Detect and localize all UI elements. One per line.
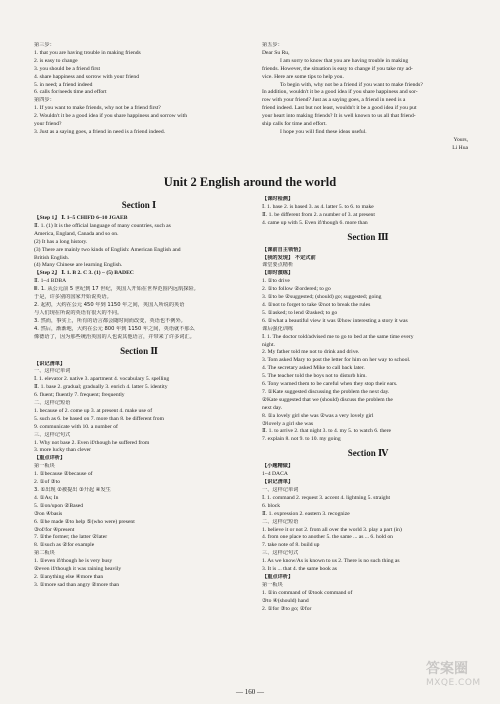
section-1-answers	[34, 215, 244, 342]
answer-line: 三、这样记句式	[262, 550, 299, 557]
letter-line: friends. However, the situation is easy to change if you take my ad-	[262, 65, 413, 72]
section-3-title: Section Ⅲ	[347, 231, 389, 242]
answer-line: 第一板块	[262, 581, 283, 588]
section-3-answers	[262, 247, 474, 445]
answer-line: 9. communicate with 10. a number of	[34, 423, 118, 430]
answer-line: Ⅱ. 1. to arrive 2. that night 3. to 4. my 5. to watch 6. there	[262, 428, 392, 435]
letter-line: In addition, wouldn't it be a good idea if you share happiness and sor-	[262, 89, 418, 96]
answer-line: Ⅰ. 1. command 2. request 3. accent 4. lightning 5. straight	[262, 494, 391, 501]
step3-heading: 第三步：	[34, 42, 55, 48]
answer-line: your friend?	[34, 121, 62, 128]
step5-heading: 第五步：	[262, 42, 283, 48]
unit-title: Unit 2 English around the world	[163, 175, 337, 189]
answer-line: 6. Tony warned them to be careful when they stop their ears.	[262, 381, 398, 388]
answer-line: Ⅱ. 1. expression 2. eastern 3. recognize	[262, 510, 350, 517]
answer-line: 1. because of 2. come up 3. at present 4. make use of	[34, 407, 153, 414]
answer-line: 5. The teacher told the boys not to disturb him.	[262, 373, 367, 380]
section-4-answers	[262, 463, 474, 613]
answer-line: next day.	[262, 404, 283, 411]
answer-line: 3. Tom asked Mary to post the letter for him on her way to school.	[262, 357, 411, 364]
answer-line: 一、这样记单词	[34, 368, 71, 375]
letter-line: To begin with, why not be a friend if you want to make friends?	[280, 81, 423, 88]
answer-line: 2. ①to follow ②ordered; to go	[262, 286, 331, 293]
answer-line: Ⅰ. 1. elevator 2. native 3. apartment 4. vocabulary 5. spelling	[34, 376, 170, 383]
answer-line: 3. It is ... that 4. the same book as	[262, 566, 337, 573]
answer-line: 1~4 DACA	[262, 471, 288, 478]
answer-line: 2. ①for ③to go; ②for	[262, 605, 312, 612]
step3-answers	[34, 50, 244, 97]
answer-line: 4. came up with 5. Even if/though 6. more than	[262, 219, 368, 226]
answer-line: 4. The secretary asked Mike to call back later.	[262, 365, 365, 372]
letter-body	[262, 58, 472, 137]
answer-line: night.	[262, 341, 275, 348]
answer-line: 【课前自主领悟】	[262, 246, 304, 253]
answer-line: 1. believe it or not 2. from all over the world 3. play a part (in)	[262, 526, 402, 533]
answer-line: 【识记清单】	[262, 479, 294, 486]
answer-line: Ⅱ. 1. be different from 2. a number of 3. at present	[262, 211, 375, 218]
answer-line: 【重点详析】	[34, 455, 66, 462]
answer-line: 6. fluent; fluently 7. frequent; frequently	[34, 392, 125, 399]
answer-line: ②Kate suggested that we (should) discuss the problem the	[262, 396, 393, 403]
answer-line: 1. As we know/As is known to us 2. There is no such thing as	[262, 558, 400, 565]
answer-line: 8. ①such as ②for example	[34, 542, 95, 549]
letter-line: vice. Here are some tips to help you.	[262, 73, 344, 80]
watermark-text-top: 答案圈	[426, 661, 468, 677]
answer-line: 2. ①of ③to	[34, 479, 61, 486]
answer-line: Ⅱ. 1. (1) It is the official language of many countries, such as	[34, 222, 171, 229]
answer-line: 5. ①on/upon ②Based	[34, 502, 84, 509]
letter-line: ship calls for time and effort.	[262, 121, 327, 128]
answer-line: 1. ①because ②because of	[34, 471, 93, 478]
answer-line: 【我的发现】 不定式前	[262, 254, 316, 261]
answer-line: ③of/for ④present	[34, 526, 75, 533]
answer-line: British English.	[34, 254, 70, 261]
answer-line: 6. block	[262, 502, 281, 509]
answer-line: 7. ①Kate suggested discussing the problem the next day.	[262, 388, 390, 395]
answer-line: 1. ①to drive	[262, 278, 290, 285]
section-1-title: Section Ⅰ	[121, 200, 157, 210]
answer-line: 4. share happiness and sorrow with your friend	[34, 73, 140, 80]
answer-line: ③to ④(should) hand	[262, 597, 309, 604]
answer-line: 于是，许多别的国家开始说英语。	[34, 294, 112, 301]
section-4-title: Section Ⅳ	[347, 448, 389, 459]
answer-line: 1. Why not base 2. Even if/though he suffered from	[34, 439, 150, 446]
answer-line: 像德语了，因为那些统治英国的人也说其他语言，并带来了许多词汇。	[34, 333, 195, 340]
page-number: — 160 —	[236, 688, 264, 696]
section-2-title: Section Ⅱ	[120, 345, 158, 356]
answer-line: Ⅱ. 1. base 2. gradual; gradually 3. enrich 4. latter 5. identity	[34, 384, 168, 391]
answer-line: 【Step 2】 Ⅰ. 1. B 2. C 3. (1) ~ (5) BADEC	[34, 270, 134, 277]
answer-line: 5. such as 6. be based on 7. more than 8. be different from	[34, 415, 164, 422]
answer-line: 【识记清单】	[34, 360, 66, 367]
answer-line: 3. ①more sad than angry ②more than	[34, 581, 120, 588]
answer-line: 【小题精做】	[262, 463, 294, 470]
answer-line: ②even if/though it was raining heavily	[34, 566, 122, 573]
left-column	[34, 196, 244, 590]
step4-answers	[34, 105, 244, 137]
answer-line: 4. ①not to forget to take ②not to break the rules	[262, 301, 371, 308]
letter-line: friend indeed. Last but not least, wouldn't it be a good idea if you put	[262, 105, 417, 112]
answer-line: 7. explain 8. not 9. to 10. my going	[262, 436, 341, 443]
answer-line: Ⅲ. 1. 从公元前 5 世纪到 17 世纪，英国人开始在世界范围内远航探险。	[34, 286, 199, 293]
letter-line: row with your friend? Just as a saying goes, a friend in need is a	[262, 97, 406, 104]
answer-line: 2. ①anything else ④more than	[34, 573, 104, 580]
answer-line: 4. from one place to another 5. the same ... as ... 6. hold on	[262, 534, 393, 541]
answer-line: 3. ①出现 ②被提出 ③升起 ④发生	[34, 487, 111, 493]
answer-line: ③on ④basis	[34, 510, 63, 517]
answer-line: Ⅱ. 1~4 BDBA	[34, 278, 67, 285]
answer-line: (2) It has a long history.	[34, 238, 88, 245]
answer-line: 7. ①the former; the latter ②later	[34, 534, 108, 541]
answer-line: 【即时演练】	[262, 270, 294, 277]
letter-line: I am sorry to know that you are having trouble in making	[280, 57, 409, 64]
step4-heading: 第四步：	[34, 97, 55, 104]
answer-line: ③lovely a girl she was	[262, 420, 313, 427]
answer-line: 2. 起初，大约在公元 450 年到 1150 年之间，英国人所说的英语	[34, 301, 185, 308]
answer-line: 3. you should be a friend first	[34, 65, 101, 72]
top-right-block	[262, 42, 472, 153]
watermark-text-bottom: MXQE.COM	[426, 678, 481, 688]
answer-line: 一、这样记单词	[262, 487, 299, 493]
answer-line: 8. ①a lovely girl she was ②was a very lovely girl	[262, 412, 374, 419]
letter-line: your heart into making friends? It is well known to us all that friend-	[262, 113, 416, 120]
answer-line: 二、这样记短语	[262, 518, 299, 525]
answer-line: 5. in need; a friend indeed	[34, 81, 93, 88]
answer-line: 1. that you are having trouble in making friends	[34, 49, 141, 56]
answer-line: Ⅰ. 1. base 2. is based 3. as 4. latter 5. to 6. to make	[262, 203, 374, 210]
answer-line: 3. ①to be ②suggested; (should) go; suggested; going	[262, 294, 382, 301]
watermark-logo	[426, 658, 492, 698]
letter-greeting: Dear Su Ru,	[262, 49, 290, 56]
answer-line: 课堂要点精析	[262, 262, 294, 269]
lesson-test-answers	[262, 196, 474, 228]
answer-line: 【Step 1】 Ⅰ. 1~5 CHIFD 6~10 JGAEB	[34, 215, 128, 221]
answer-line: 第二板块	[34, 550, 55, 557]
answer-line: 1. ①even if/though he is very busy	[34, 558, 113, 565]
answer-line: Ⅰ. 1. The doctor told/advised me to go to bed at the same time every	[262, 333, 414, 340]
answer-line: 4. ①As; In	[34, 494, 59, 501]
answer-line: 1. If you want to make friends, why not be a friend first?	[34, 105, 161, 112]
answer-line: 2. My father told me not to drink and drive.	[262, 349, 360, 356]
answer-line: 4. 然后，渐渐地，大约在公元 800 年到 1150 年之间，英语就不那么	[34, 325, 195, 332]
answer-line: 3. 然而，事实上，所有的语言都会随时间而改变，英语也不例外。	[34, 317, 186, 324]
answer-line: 7. take note of 8. build up	[262, 542, 320, 549]
answer-line: (4) Many Chinese are learning English.	[34, 262, 123, 269]
answer-line: 6. ①he made ②to help ⑤(who were) present	[34, 518, 135, 525]
section-2-answers	[34, 361, 244, 590]
answer-line: 2. is easy to change	[34, 57, 78, 64]
answer-line: (3) There are mainly two kinds of English: American English and	[34, 246, 181, 253]
answer-line: 与人们现在所说的英语有很大的不同。	[34, 309, 123, 316]
letter-closing: Yours,	[453, 136, 468, 143]
answer-line: 第一板块	[34, 463, 55, 470]
answer-line: 1. ①in command of ②took command of	[262, 589, 353, 596]
answer-line: 3. Just as a saying goes, a friend in need is a friend indeed.	[34, 128, 166, 135]
answer-line: 6. ①what a beautiful view it was ②how interesting a story it was	[262, 317, 408, 324]
answer-line: 5. ①asked; to lend ②asked; to go	[262, 309, 338, 316]
letter-signature: Li Hua	[452, 144, 468, 151]
answer-line: America, England, Canada and so on.	[34, 230, 119, 237]
answer-line: 【重点详析】	[262, 573, 294, 580]
answer-line: 课后强化训练	[262, 325, 294, 332]
answer-line: 6. calls for/needs time and effort	[34, 89, 107, 96]
answer-line: 3. more lucky than clever	[34, 447, 92, 454]
letter-line: I hope you will find these ideas useful.	[280, 128, 367, 135]
top-left-block	[34, 42, 244, 137]
answer-line: 三、这样记句式	[34, 431, 71, 438]
answer-line: 2. Wouldn't it be a good idea if you share happiness and sorrow with	[34, 113, 188, 120]
right-column	[262, 196, 474, 614]
answer-line: 二、这样记短语	[34, 400, 71, 407]
answer-line: 【课时检测】	[262, 196, 294, 202]
